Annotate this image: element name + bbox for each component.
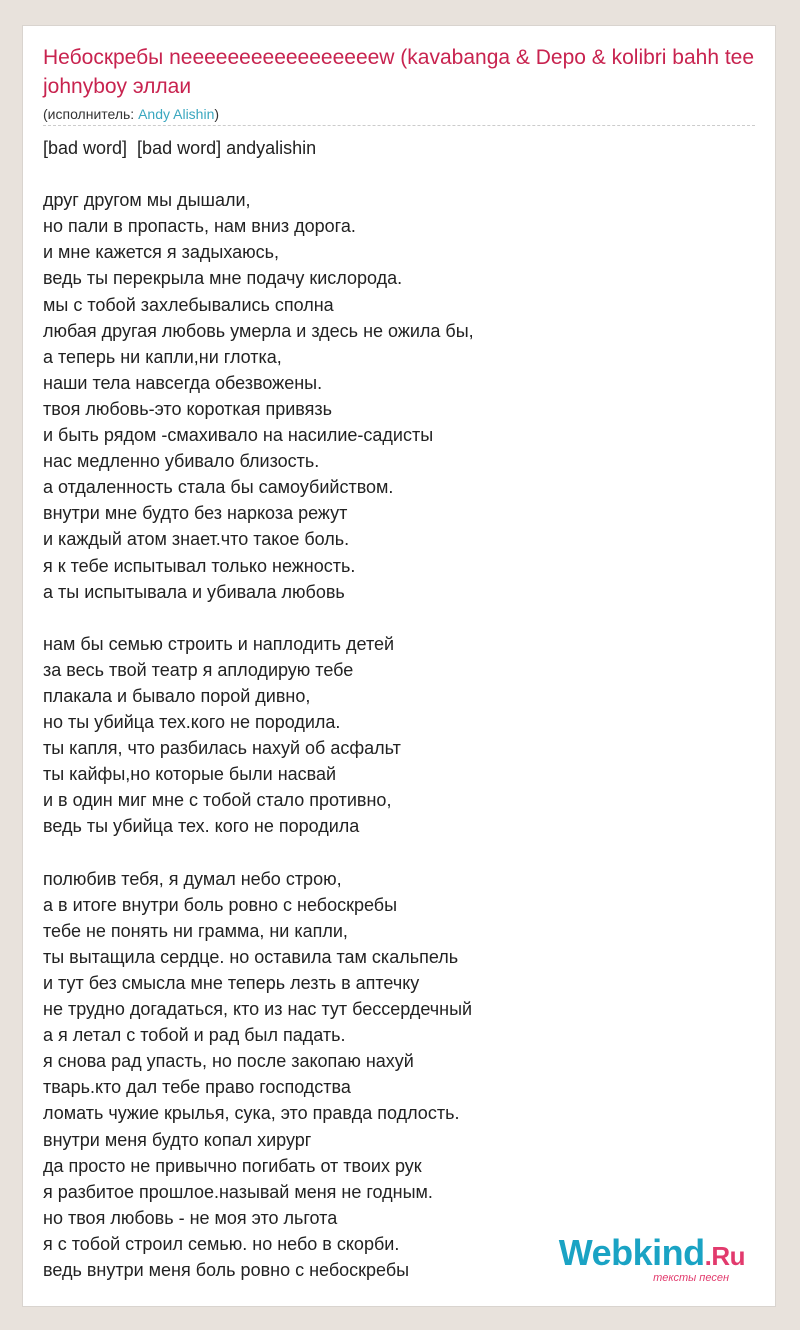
lyrics-line: ты кайфы,но которые были насвай xyxy=(43,764,337,785)
title-divider xyxy=(43,125,755,126)
lyrics-line: и тут без смысла мне теперь лезть в аптечку xyxy=(43,973,420,993)
lyrics-line: друг другом мы дышали, xyxy=(43,190,251,211)
lyrics-line: наши тела навсегда обезвожены. xyxy=(43,372,323,393)
logo-tagline: тексты песен xyxy=(653,1272,729,1284)
lyrics-line: нам бы семью строить и наплодить детей xyxy=(43,633,395,654)
logo-main-text: Webkind xyxy=(558,1232,705,1273)
lyrics-line: и каждый атом знает.что такое боль. xyxy=(43,529,350,550)
lyrics-line: ломать чужие крылья, сука, это правда подлость. xyxy=(43,1103,460,1124)
lyrics-line: полюбив тебя, я думал небо строю, xyxy=(43,868,342,889)
artist-link[interactable]: Andy Alishin xyxy=(138,106,215,122)
artist-line xyxy=(43,105,219,123)
lyrics-stanza-break xyxy=(43,840,763,866)
lyrics-line: и мне кажется я задыхаюсь, xyxy=(43,242,280,263)
lyrics-line: ведь ты убийца тех. кого не породила xyxy=(43,816,360,837)
lyrics-line: я к тебе испытывал только нежность. xyxy=(43,555,356,576)
lyrics-line: а теперь ни капли,ни глотка, xyxy=(43,346,282,367)
lyrics-line: плакала и бывало порой дивно, xyxy=(43,685,311,706)
lyrics-line: и быть рядом -смахивало на насилие-садисты xyxy=(43,425,434,446)
lyrics-line: внутри меня будто копал хирург xyxy=(43,1129,312,1150)
lyrics-line: но твоя любовь - не моя это льгота xyxy=(43,1207,338,1228)
lyrics-line: нас медленно убивало близость. xyxy=(43,451,320,472)
lyrics-line: мы с тобой захлебывались сполна xyxy=(43,294,334,315)
lyrics-line: я с тобой строил семью. но небо в скорби. xyxy=(43,1233,400,1254)
lyrics-line: ведь ты перекрыла мне подачу кислорода. xyxy=(43,268,403,289)
lyrics-line: да просто не привычно погибать от твоих рук xyxy=(43,1155,422,1176)
lyrics-line: я разбитое прошлое.называй меня не годным. xyxy=(43,1181,433,1202)
lyrics-line: тварь.кто дал тебе право господства xyxy=(43,1077,351,1098)
lyrics-line: я снова рад упасть, но после закопаю нахуй xyxy=(43,1051,414,1072)
lyrics-card xyxy=(22,25,776,1307)
lyrics-line: а ты испытывала и убивала любовь xyxy=(43,581,345,602)
lyrics-line: а в итоге внутри боль ровно с небоскребы xyxy=(43,894,398,915)
lyrics-line: но пали в пропасть, нам вниз дорога. xyxy=(43,216,356,237)
artist-prefix: (исполнитель: xyxy=(43,106,139,122)
logo-wordmark xyxy=(558,1232,745,1274)
site-logo[interactable] xyxy=(558,1232,745,1284)
lyrics-line: а я летал с тобой и рад был падать. xyxy=(43,1025,346,1046)
lyrics-line: и в один миг мне с тобой стало противно, xyxy=(43,790,392,811)
lyrics-line: не трудно догадаться, кто из нас тут бессердечный xyxy=(43,999,473,1020)
lyrics-line: но ты убийца тех.кого не породила. xyxy=(43,712,341,733)
lyrics-line: внутри мне будто без наркоза режут xyxy=(43,503,348,524)
lyrics-line: за весь твой театр я аплодирую тебе xyxy=(43,659,354,680)
lyrics-line: [bad word] [bad word] andyalishin xyxy=(43,138,317,158)
lyrics-stanza-break xyxy=(43,161,763,187)
lyrics-stanza-break xyxy=(43,605,763,631)
lyrics-line: твоя любовь-это короткая привязь xyxy=(43,398,333,419)
lyrics-line: а отдаленность стала бы самоубийством. xyxy=(43,477,394,498)
lyrics-line: ведь внутри меня боль ровно с небоскребы xyxy=(43,1260,410,1281)
lyrics-text xyxy=(43,135,763,1283)
lyrics-line: любая другая любовь умерла и здесь не ожила бы, xyxy=(43,320,474,341)
logo-tld: .Ru xyxy=(704,1241,745,1271)
lyrics-line: ты капля, что разбилась нахуй об асфальт xyxy=(43,738,401,759)
lyrics-line: ты вытащила сердце. но оставила там скальпель xyxy=(43,946,459,967)
song-title: Небоскребы neeeeeeeeeeeeeeeeew (kavabanga & Depo & kolibri bahh tee johnyboy эллаи xyxy=(43,46,755,98)
artist-suffix: ) xyxy=(214,106,220,122)
lyrics-line: тебе не понять ни грамма, ни капли, xyxy=(43,920,348,941)
